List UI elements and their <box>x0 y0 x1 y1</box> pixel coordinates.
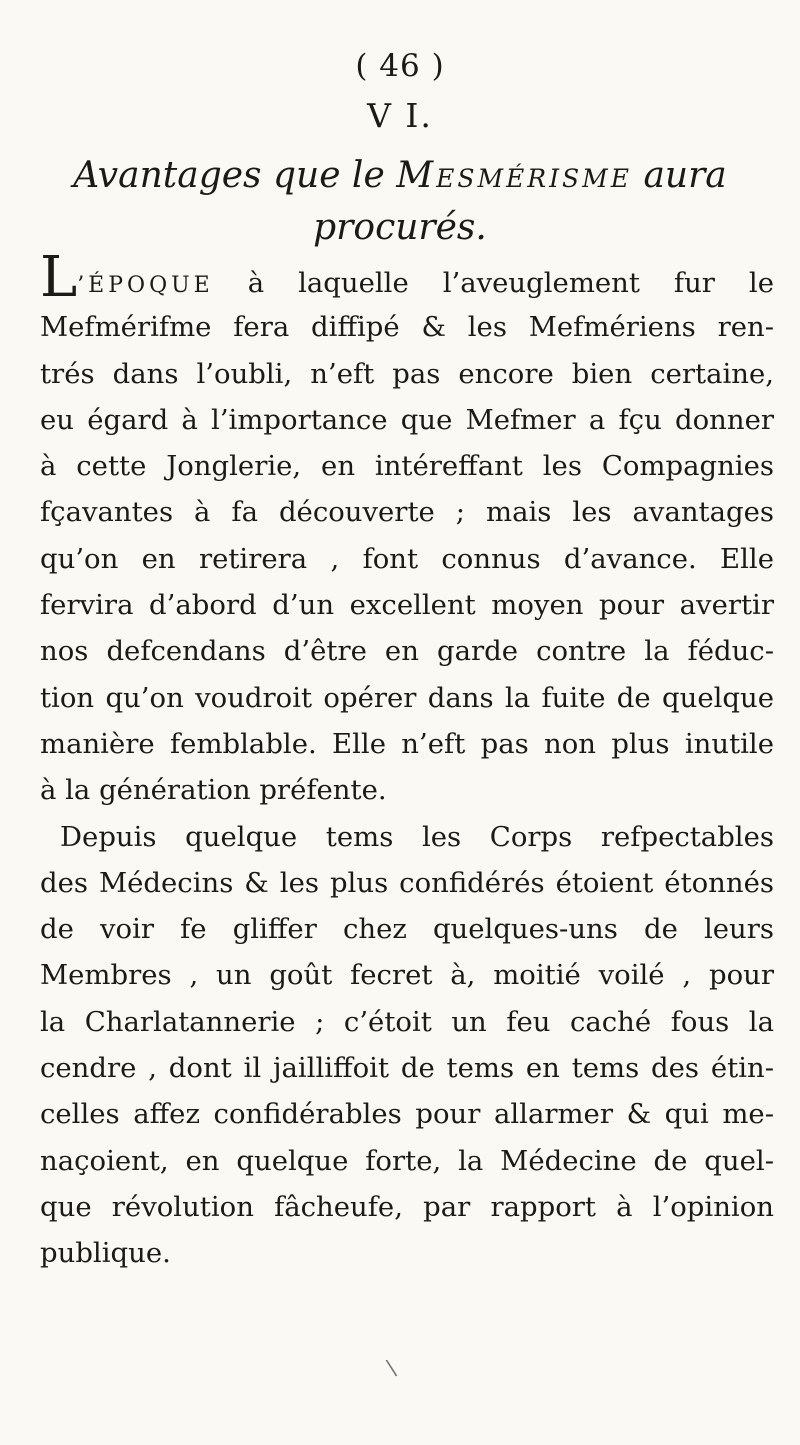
text-line: Mefmérifme fera diffipé & les Mefmériens ren- <box>40 311 774 344</box>
text-line: cendre , dont il jailliffoit de tems en tems des étin- <box>40 1052 774 1085</box>
text-line: qu’on en retirera , font connus d’avance. Elle <box>40 542 774 575</box>
text-line: celles affez confidérables pour allarmer & qui me- <box>40 1098 774 1131</box>
text-line: Membres , un goût fecret à, moitié voilé , pour <box>40 959 774 992</box>
text-line: trés dans l’oubli, n’eft pas encore bien certaine, <box>40 357 774 390</box>
text-line: publique. <box>40 1237 171 1270</box>
body-text <box>40 245 774 1277</box>
section-number: V I. <box>367 96 433 135</box>
text-line: que révolution fâcheufe, par rapport à l’opinion <box>40 1190 774 1223</box>
text-line: à la génération préfente. <box>40 774 387 807</box>
text-line: tion qu’on voudroit opérer dans la fuite de quelque <box>40 681 774 714</box>
text-line: naçoient, en quelque forte, la Médecine de quel- <box>40 1144 774 1177</box>
text-line: fçavantes à fa découverte ; mais les avantages <box>40 496 774 529</box>
text-line: des Médecins & les plus confidérés étoient étonnés <box>40 866 774 899</box>
footer-mark: \ <box>384 1355 399 1382</box>
text-line: nos defcendans d’être en garde contre la féduc- <box>40 635 774 668</box>
chapter-title <box>0 150 800 254</box>
text-line: à cette Jonglerie, en intéreffant les Compagnies <box>40 450 774 483</box>
chapter-title-line-1 <box>0 150 800 202</box>
title-name: Mesmérisme <box>396 155 632 196</box>
opening-word: ’ÉPOQUE <box>77 273 214 298</box>
chapter-title-line-2: procurés. <box>313 207 487 248</box>
title-pre: Avantages que le <box>73 155 385 196</box>
text-line: manière femblable. Elle n’eft pas non plus inutile <box>40 727 774 760</box>
text-line: fervira d’abord d’un excellent moyen pour avertir <box>40 589 774 622</box>
text-line: la Charlatannerie ; c’étoit un feu caché fous la <box>40 1005 774 1038</box>
text-line: de voir fe gliffer chez quelques-uns de leurs <box>40 913 774 946</box>
drop-cap: L <box>40 245 78 310</box>
text-line: eu égard à l’importance que Mefmer a fçu donner <box>40 403 774 436</box>
page-number: ( 46 ) <box>355 48 445 84</box>
text-line-content: à laquelle l’aveuglement fur le <box>247 267 774 299</box>
text-line: Depuis quelque tems les Corps refpectables <box>60 820 774 853</box>
title-post: aura <box>643 155 727 196</box>
text-line <box>40 245 774 310</box>
